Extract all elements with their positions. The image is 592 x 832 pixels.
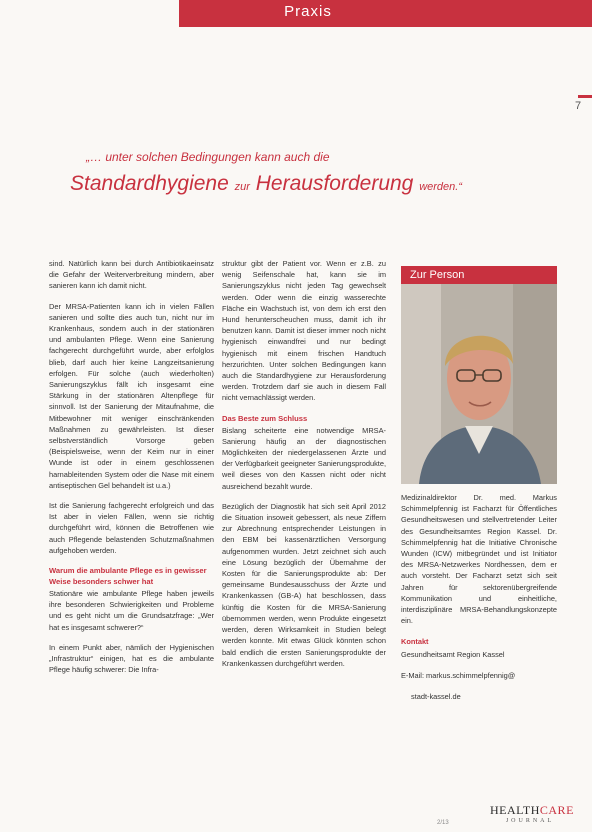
paragraph: In einem Punkt aber, nämlich der Hygienischen „Infrastruktur“ einigen, hat es die ambulante Pflege häufig schwerer: Die Infra- xyxy=(49,642,214,675)
pull-quote-word: zur xyxy=(234,181,250,193)
pull-quote-word: werden.“ xyxy=(419,181,462,193)
contact-line: Gesundheitsamt Region Kassel xyxy=(401,649,505,659)
subheading: Warum die ambulante Pflege es in gewisser Weise besonders schwer hat xyxy=(49,566,207,587)
subheading: Das Beste zum Schluss xyxy=(222,413,308,423)
paragraph: Der MRSA-Patienten kann ich in vielen Fällen sanieren und sollte dies auch tun, nicht nur im Krankenhaus, sondern auch in der stationären und ambulanten Pflege. Wenn eine Sanierung fachgerecht durchgeführt wurde, aber erfolglos blieb, darf auch hier keine Langzeitsanierung erfolgen. Für solche (auch wiederholten) Sanierungszyklus fällt ich insgesamt eine Stärkung in der stationären Altenpflege für sinnvoll. Ist der Sanierung der Mitaufnahme, die Mitbewohner mit weniger einschränkenden Maßnahmen zu gewährleisten. Ist dieser selbstverständlich Vorsorge geben (Beispielsweise, wenn der Keim nur in einer Wunde ist oder in einem geschlossenen harnableitenden System oder die Nase mit einem antiseptischen Gel behandelt ist u.a.) xyxy=(49,301,214,490)
section-label: Praxis xyxy=(284,3,332,20)
logo-wordmark: HEALTHCARE xyxy=(490,803,574,817)
paragraph: Bislang scheiterte eine notwendige MRSA-Sanierung häufig an der diagnostischen Möglichkeiten der niedergelassenen Ärzte und der Verfügbarkeit geeigneter Sanierungsprodukte, weil dieses von den Kassen nicht oder nicht ausreichend bezahlt wurde. xyxy=(222,425,386,491)
pull-quote-line2 xyxy=(70,172,462,196)
person-bio: Medizinaldirektor Dr. med. Markus Schimmelpfennig ist Facharzt für Öffentliches Gesundheitswesen und stellvertretender Leiter des Gesundheitsamtes Region Kassel. Dr. Schimmelpfennig hat die Initiative Chronische Wunden (ICW) mitbegründet und ist Initiator des MRSA-Netzwerkes Nordhessen, dem er auch vorsteht. Der Facharzt setzt sich seit Jahren für sektorenübergreifende Kommunikation und einheitliche, interdisziplinäre MRSA-Behandlungskonzepte ein. xyxy=(401,493,557,626)
paragraph: sind. Natürlich kann bei durch Antibiotikaeinsatz die Gefahr der Weiterverbreitung mindern, aber sanieren kann ich damit nicht. xyxy=(49,259,214,291)
pull-quote-line1: „… unter solchen Bedingungen kann auch die xyxy=(86,150,330,164)
contact-title: Kontakt xyxy=(401,637,429,647)
page-marker: 7 xyxy=(575,100,582,112)
contact-line: E-Mail: markus.schimmelpfennig@ xyxy=(401,670,516,680)
logo-subtitle: JOURNAL xyxy=(505,818,555,824)
paragraph: Ist die Sanierung fachgerecht erfolgreich und das Ist aber in vielen Fällen, wenn sie richtig durchgeführt wird, können die Betroffenen wie auch Pflegende belastenden Schutzmaßnahmen aufgehoben werden. xyxy=(49,501,214,555)
paragraph: Stationäre wie ambulante Pflege haben jeweils ihre besonderen Schwierigkeiten und Probleme und es geht nicht um die Grundsatzfrage: „Wer hat es insgesamt schwerer?“ xyxy=(49,589,214,632)
portrait-photo xyxy=(401,284,557,484)
person-heading: Zur Person xyxy=(401,266,557,284)
paragraph: Bezüglich der Diagnostik hat sich seit April 2012 die Situation insoweit gebessert, als neue Ziffern zur Abrechnung entsprechender Leistungen in den EBM bei kassenärztlichen Versorgung aufgenommen wurden. Jetzt zeichnet sich auch eine Lösung bezüglich der Übernahme der Kosten für die Sanierungsprodukte ab: Der gemeinsame Bundesausschuss der Ärzte und Krankenkassen (GB-A) hat beschlossen, dass künftig die Kosten für die MRSA-Sanierung übernommen werden, wenn Produkte eingesetzt werden, deren Wirksamkeit in Studien belegt werden konnte. Mit etwas Glück könnten schon bald endlich die ersten Sanierungsprodukte der Krankenkassen durchgeführt werden. xyxy=(222,501,386,668)
text-column-2 xyxy=(222,258,386,678)
journal-logo xyxy=(490,803,574,824)
pull-quote-word: Standardhygiene xyxy=(70,172,229,195)
margin-rule xyxy=(578,95,592,98)
pull-quote-word: Herausforderung xyxy=(255,172,414,195)
paragraph: struktur gibt der Patient vor. Wenn er z.B. zu wenig Seifenschale hat, kann sie im Sanierungszyklus nicht jeden Tag gewechselt werden. Oder wenn die einzig wasserechte Fläche ein Wachstuch ist, von dem ich erst den Hund herunterscheuchen muss, damit ich ihr benutzen kann. Damit ist dieser immer noch nicht hygienisch einwandfrei und nur bedingt hygienisch mit einem frischen Handtuch herzurichten. Unter solchen Bedingungen kann auch die Standardhygiene zur Herausforderung werden. Trotzdem darf sie auch in diesem Fall nicht vernachlässigt werden. xyxy=(222,259,386,403)
page-number: 2/13 xyxy=(437,820,449,826)
contact-line: stadt-kassel.de xyxy=(411,692,461,702)
person-box xyxy=(401,266,557,484)
text-column-1 xyxy=(49,258,214,685)
person-text xyxy=(401,492,557,712)
section-header-band xyxy=(179,0,592,27)
